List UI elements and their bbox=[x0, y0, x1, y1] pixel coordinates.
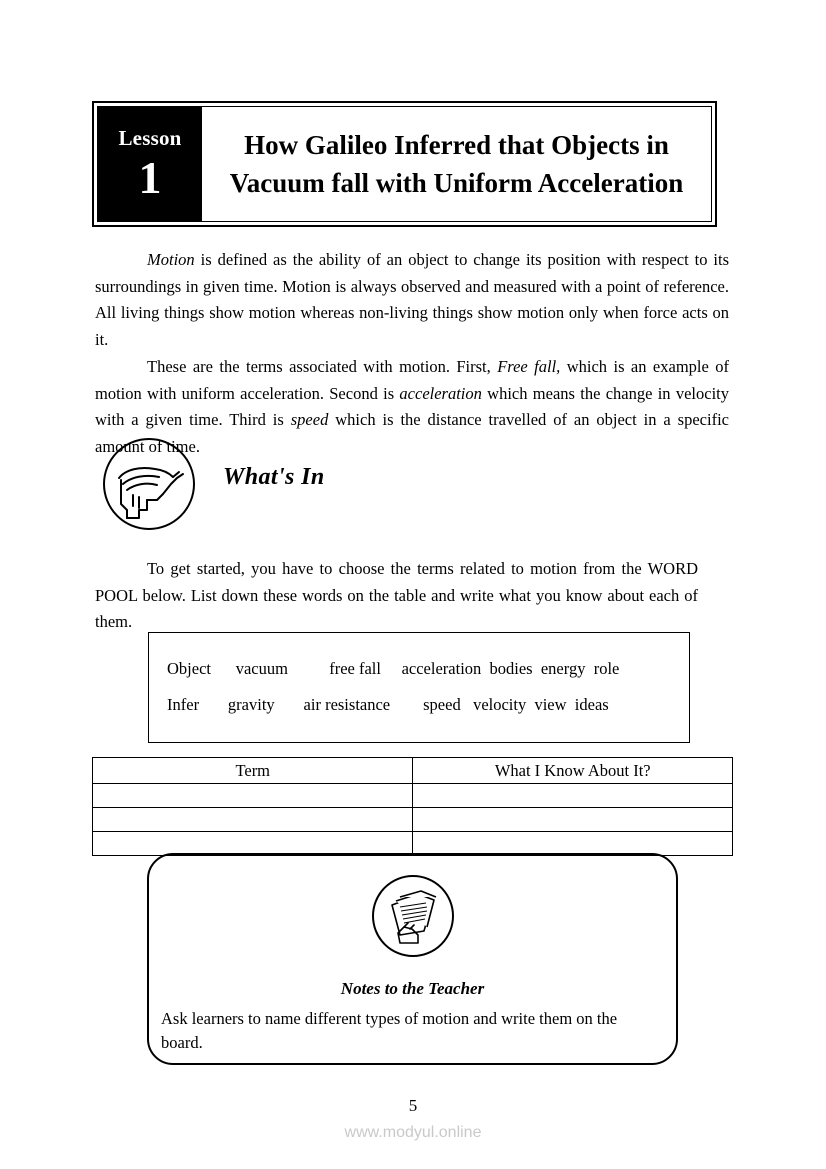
intro-paragraph-1 bbox=[95, 247, 729, 354]
table-row[interactable] bbox=[93, 784, 733, 808]
cell-term[interactable] bbox=[93, 808, 413, 832]
term-acceleration: acceleration bbox=[399, 383, 482, 403]
term-motion: Motion bbox=[147, 250, 195, 269]
table-row[interactable] bbox=[93, 832, 733, 856]
column-header-what-i-know: What I Know About It? bbox=[413, 758, 733, 784]
term-speed: speed bbox=[290, 410, 329, 430]
intro-p2-end: which is the distance travelled of an object in a specific amount of time. bbox=[95, 410, 729, 457]
notes-to-teacher-box bbox=[147, 853, 678, 1065]
column-header-term: Term bbox=[93, 758, 413, 784]
lesson-title: How Galileo Inferred that Objects in Vacuum fall with Uniform Acceleration bbox=[229, 129, 684, 198]
intro-p2-mid-2: which means the change in velocity with a given time. Third is bbox=[95, 383, 730, 430]
intro-p2-mid-1: which is an example of motion with uniform acceleration. Second is bbox=[95, 356, 729, 403]
notes-body: Ask learners to name different types of motion and write them on the board. bbox=[161, 1009, 618, 1052]
lesson-number: 1 bbox=[138, 151, 162, 203]
lesson-banner-inner bbox=[97, 106, 712, 222]
table-header-row bbox=[93, 758, 733, 784]
instructions-paragraph: To get started, you have to choose the terms related to motion from the WORD POOL below. List down these words on the table and write what you know about each of them. bbox=[95, 559, 698, 632]
watermark: www.modyul.online bbox=[344, 1124, 482, 1141]
cell-term[interactable] bbox=[93, 784, 413, 808]
cell-what-i-know[interactable] bbox=[413, 832, 733, 856]
notes-title: Notes to the Teacher bbox=[340, 979, 485, 998]
intro-paragraph-1-rest: is defined as the ability of an object to change its position with respect to its surroundings in given time. Motion is always observed and measured with a point of reference. All living things show motion whereas non-living things show motion only when force acts on it. bbox=[95, 250, 729, 350]
lesson-tag-word: Lesson bbox=[118, 125, 182, 150]
lesson-banner bbox=[92, 101, 717, 227]
word-pool-row-2: Infer gravity air resistance speed velocity view ideas bbox=[167, 695, 609, 714]
intro-p2-pre: These are the terms associated with motion. First, bbox=[147, 356, 498, 376]
whats-in-label: What's In bbox=[223, 464, 325, 490]
lesson-tag bbox=[98, 107, 202, 221]
cell-term[interactable] bbox=[93, 832, 413, 856]
term-free-fall: Free fall, bbox=[497, 356, 561, 376]
page-number: 5 bbox=[408, 1096, 418, 1115]
cell-what-i-know[interactable] bbox=[413, 784, 733, 808]
cell-what-i-know[interactable] bbox=[413, 808, 733, 832]
term-table bbox=[92, 757, 733, 856]
paper-stack-hand-icon bbox=[372, 875, 454, 957]
whats-in-instructions bbox=[95, 556, 698, 636]
table-row[interactable] bbox=[93, 808, 733, 832]
whats-in-section-header bbox=[103, 438, 523, 534]
word-pool-row-1: Object vacuum free fall acceleration bodies energy role bbox=[167, 659, 620, 678]
hand-writing-icon bbox=[103, 438, 195, 530]
word-pool-box bbox=[148, 632, 690, 743]
intro-text bbox=[95, 247, 729, 461]
